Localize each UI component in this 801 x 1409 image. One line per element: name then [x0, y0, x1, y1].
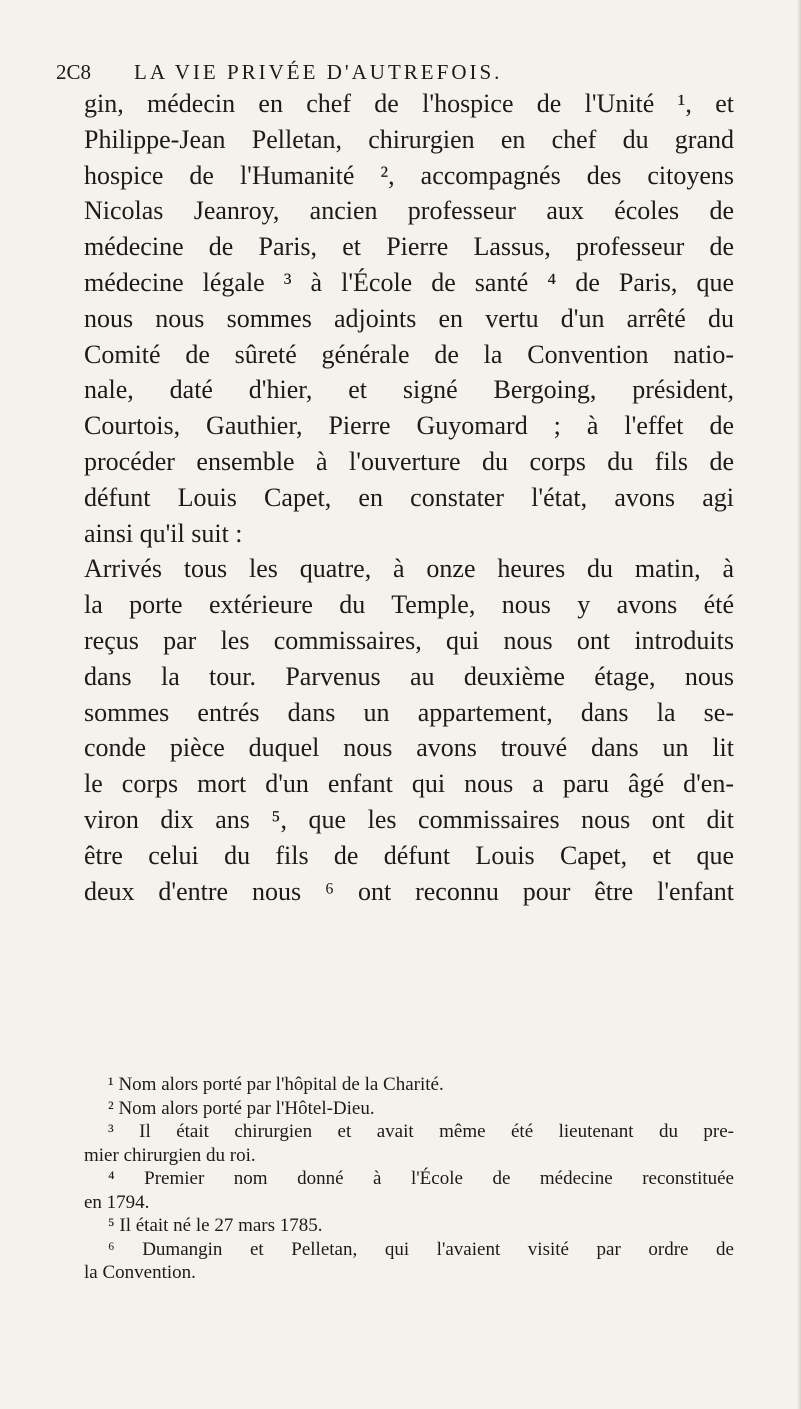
body-line: dans la tour. Parvenus au deuxième étage, nous [84, 661, 734, 691]
body-line: conde pièce duquel nous avons trouvé dans un lit [84, 733, 734, 763]
body-line: procéder ensemble à l'ouverture du corps du fils de [84, 446, 734, 476]
body-line: médecine légale ³ à l'École de santé ⁴ de Paris, que [84, 267, 734, 297]
footnote: ² Nom alors porté par l'Hôtel-Dieu. [108, 1097, 375, 1119]
body-line: le corps mort d'un enfant qui nous a paru âgé d'en- [84, 769, 734, 799]
body-line: Comité de sûreté générale de la Convention natio- [84, 339, 734, 369]
running-header [56, 60, 746, 85]
body-line: deux d'entre nous ⁶ ont reconnu pour être l'enfant [84, 876, 734, 906]
body-line: Nicolas Jeanroy, ancien professeur aux écoles de [84, 196, 734, 226]
body-line: nale, daté d'hier, et signé Bergoing, président, [84, 375, 734, 405]
footnote: ⁴ Premier nom donné à l'École de médecine reconstituée [108, 1168, 734, 1189]
body-line: reçus par les commissaires, qui nous ont introduits [84, 625, 734, 655]
body-line: Courtois, Gauthier, Pierre Guyomard ; à l'effet de [84, 411, 734, 441]
body-line: médecine de Paris, et Pierre Lassus, professeur de [84, 232, 734, 262]
footnote: ³ Il était chirurgien et avait même été lieutenant du pre- [108, 1121, 734, 1142]
footnote: ¹ Nom alors porté par l'hôpital de la Charité. [108, 1074, 444, 1095]
body-line: sommes entrés dans un appartement, dans la se- [84, 697, 734, 727]
page-number: 2C8 [56, 60, 92, 84]
body-line: défunt Louis Capet, en constater l'état, avons agi [84, 482, 734, 512]
running-title: LA VIE PRIVÉE D'AUTREFOIS. [134, 60, 503, 84]
body-line: ainsi qu'il suit : [84, 518, 243, 548]
body-line: gin, médecin en chef de l'hospice de l'Unité ¹, et [84, 89, 734, 118]
body-line: nous nous sommes adjoints en vertu d'un arrêté du [84, 303, 734, 333]
body-line: Philippe-Jean Pelletan, chirurgien en chef du grand [84, 124, 734, 154]
body-line: hospice de l'Humanité ², accompagnés des citoyens [84, 160, 734, 190]
body-line: être celui du fils de défunt Louis Capet, et que [84, 840, 734, 870]
footnote-continuation: la Convention. [84, 1262, 196, 1283]
footnote-continuation: mier chirurgien du roi. [84, 1144, 256, 1166]
body-line: Arrivés tous les quatre, à onze heures du matin, à [84, 554, 734, 584]
footnote: ⁶ Dumangin et Pelletan, qui l'avaient visité par ordre de [108, 1238, 734, 1260]
body-line: viron dix ans ⁵, que les commissaires nous ont dit [84, 804, 734, 834]
footnotes [84, 1073, 734, 1285]
body-line: la porte extérieure du Temple, nous y avons été [84, 590, 734, 620]
footnote: ⁵ Il était né le 27 mars 1785. [108, 1215, 323, 1236]
page-edge-shadow [797, 0, 801, 1409]
body-text [84, 86, 734, 909]
footnote-continuation: en 1794. [84, 1191, 150, 1213]
